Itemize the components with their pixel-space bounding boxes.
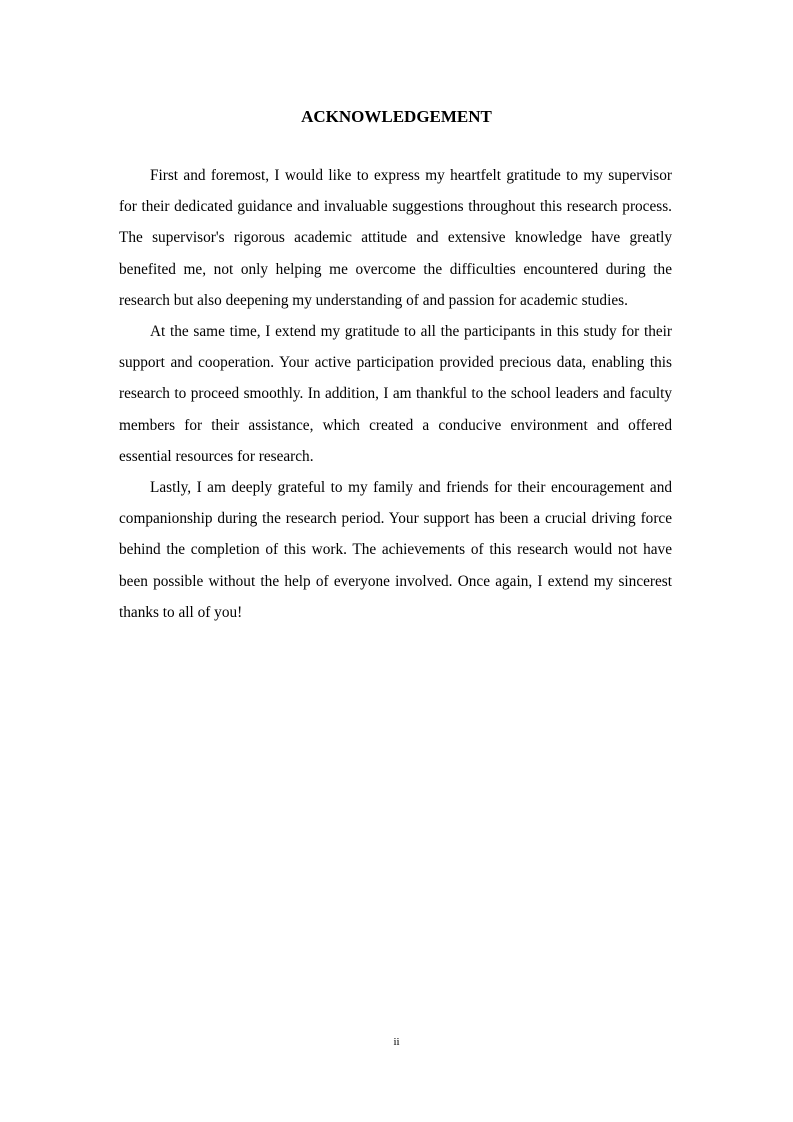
- paragraph-family: Lastly, I am deeply grateful to my family and friends for their encouragement and companionship during the research period. Your support has been a crucial driving force behind the completion of this work. The achievements of this research would not have been possible without the help of everyone involved. Once again, I extend my sincerest thanks to all of you!: [119, 479, 672, 621]
- page-title: ACKNOWLEDGEMENT: [301, 107, 492, 126]
- page-number: ii: [393, 1036, 400, 1048]
- paragraph-participants: At the same time, I extend my gratitude to all the participants in this study for their support and cooperation. Your active participation provided precious data, enabling this research to proceed smoothly. In addition, I am thankful to the school leaders and faculty members for their assistance, which created a conducive environment and offered essential resources for research.: [119, 323, 672, 465]
- paragraph-supervisor: First and foremost, I would like to express my heartfelt gratitude to my supervisor for their dedicated guidance and invaluable suggestions throughout this research process. The supervisor's rigorous academic attitude and extensive knowledge have greatly benefited me, not only helping me overcome the difficulties encountered during the research but also deepening my understanding of and passion for academic studies.: [119, 167, 672, 309]
- acknowledgement-body: [119, 160, 672, 628]
